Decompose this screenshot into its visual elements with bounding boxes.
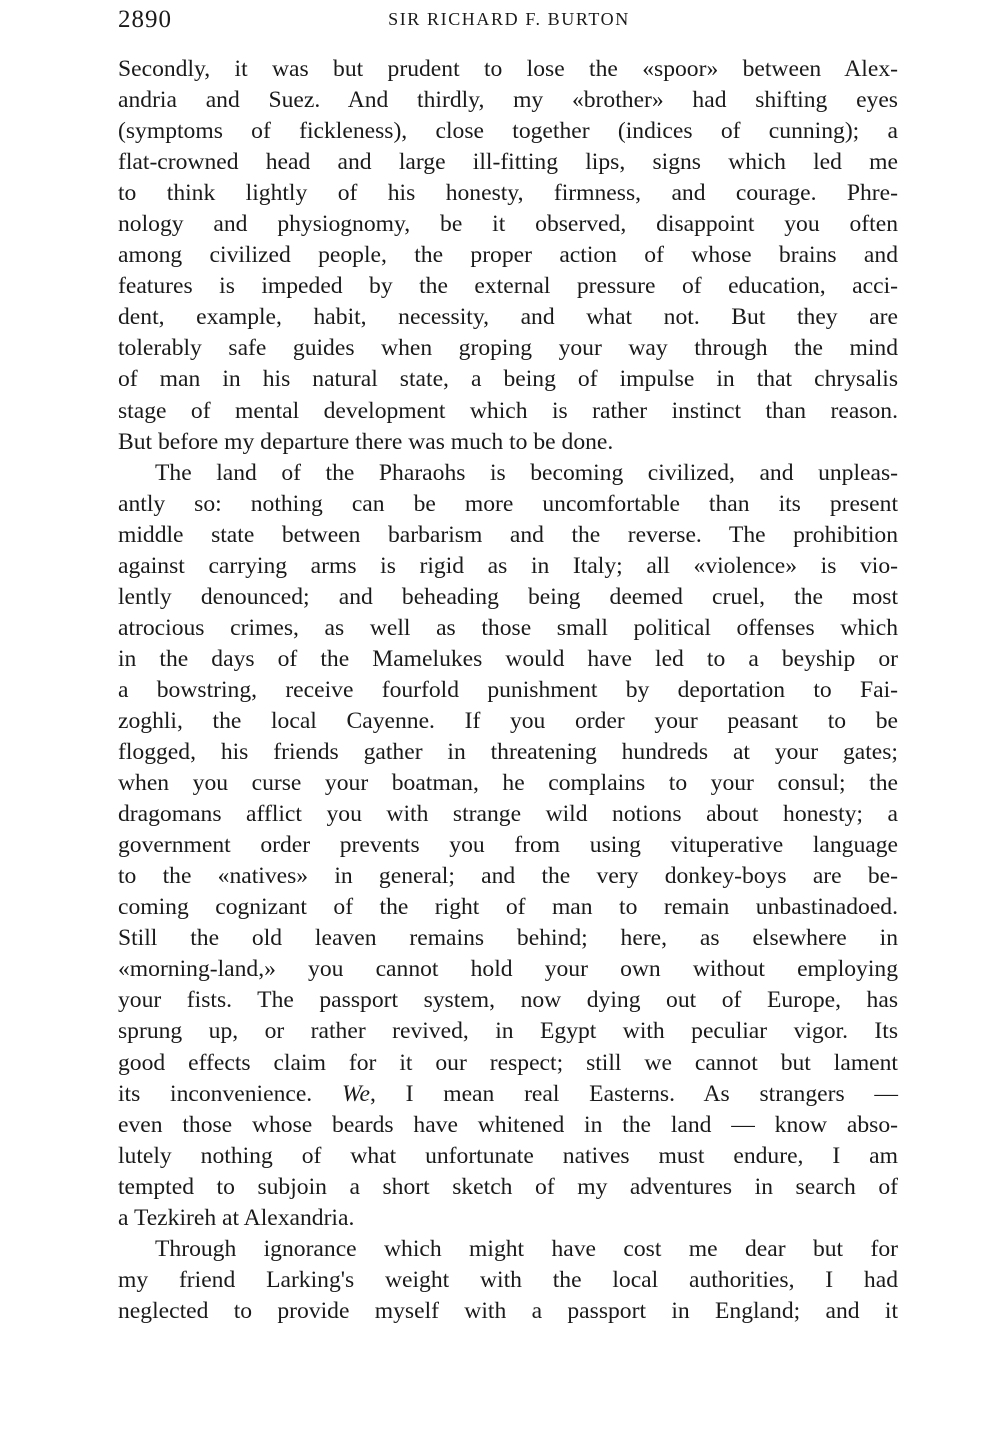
text-line: andria and Suez. And thirdly, my «brother» had shifting eyes (118, 87, 898, 114)
text-line: (symptoms of fickleness), close together (indices of cunning); a (118, 118, 898, 145)
text-line: even those whose beards have whitened in the land — know abso- (118, 1111, 898, 1138)
text-line: But before my departure there was much to be done. (118, 428, 614, 455)
body-text (118, 54, 898, 1327)
text-line: middle state between barbarism and the reverse. The prohibition (118, 521, 898, 548)
text-line: zoghli, the local Cayenne. If you order your peasant to be (118, 707, 898, 734)
text-line: dent, example, habit, necessity, and what not. But they are (118, 304, 898, 331)
paragraph-2 (118, 458, 898, 1234)
text-line: against carrying arms is rigid as in Italy; all «violence» is vio- (118, 552, 898, 579)
page-number: 2890 (118, 6, 172, 33)
text-line: when you curse your boatman, he complains to your consul; the (118, 770, 898, 797)
text-line: to the «natives» in general; and the very donkey-boys are be- (118, 863, 898, 890)
text-line: to think lightly of his honesty, firmness, and courage. Phre- (118, 180, 898, 207)
text-line: a bowstring, receive fourfold punishment by deportation to Fai- (118, 676, 898, 703)
text-line: your fists. The passport system, now dying out of Europe, has (118, 987, 898, 1014)
text-line: lently denounced; and beheading being deemed cruel, the most (118, 583, 898, 610)
text-line: of man in his natural state, a being of impulse in that chrysalis (118, 366, 898, 393)
text-line: tolerably safe guides when groping your way through the mind (118, 335, 898, 362)
text-line-with-italic (118, 1079, 898, 1110)
text-line: nology and physiognomy, be it observed, disappoint you often (118, 211, 898, 238)
text-line: coming cognizant of the right of man to remain unbastinadoed. (118, 894, 898, 921)
text-line: dragomans afflict you with strange wild notions about honesty; a (118, 801, 898, 828)
text-line: features is impeded by the external pressure of education, acci- (118, 273, 898, 300)
text-line: good effects claim for it our respect; still we cannot but lament (118, 1049, 898, 1076)
text-line: flogged, his friends gather in threatening hundreds at your gates; (118, 739, 898, 766)
italic-word: We (341, 1080, 370, 1107)
text-line: sprung up, or rather revived, in Egypt with peculiar vigor. Its (118, 1018, 898, 1045)
text-line: tempted to subjoin a short sketch of my adventures in search of (118, 1173, 898, 1200)
text-line: antly so: nothing can be more uncomfortable than its present (118, 490, 898, 517)
text-line: The land of the Pharaohs is becoming civilized, and unpleas- (155, 459, 898, 486)
text-line: government order prevents you from using vituperative language (118, 832, 898, 859)
paragraph-1 (118, 54, 898, 458)
text-line: a Tezkireh at Alexandria. (118, 1204, 355, 1231)
text-line: flat-crowned head and large ill-fitting lips, signs which led me (118, 149, 898, 176)
page-header (118, 6, 900, 36)
text-line: in the days of the Mamelukes would have led to a beyship or (118, 645, 898, 672)
text-line: stage of mental development which is rather instinct than reason. (118, 397, 898, 424)
text-line: «morning-land,» you cannot hold your own without employing (118, 956, 898, 983)
text-line: atrocious crimes, as well as those small political offenses which (118, 614, 898, 641)
text-line: Secondly, it was but prudent to lose the «spoor» between Alex- (118, 56, 898, 82)
text-segment: its inconvenience. (118, 1080, 342, 1107)
text-line: Through ignorance which might have cost me dear but for (155, 1235, 898, 1262)
text-segment: , I mean real Easterns. As strangers — (369, 1080, 898, 1107)
running-title: SIR RICHARD F. BURTON (388, 9, 630, 29)
text-line: my friend Larking's weight with the local authorities, I had (118, 1266, 898, 1293)
text-line: Still the old leaven remains behind; here, as elsewhere in (118, 925, 898, 952)
paragraph-3 (118, 1234, 898, 1327)
text-line: neglected to provide myself with a passport in England; and it (118, 1297, 898, 1324)
text-line: lutely nothing of what unfortunate natives must endure, I am (118, 1142, 898, 1169)
text-line: among civilized people, the proper action of whose brains and (118, 242, 898, 269)
